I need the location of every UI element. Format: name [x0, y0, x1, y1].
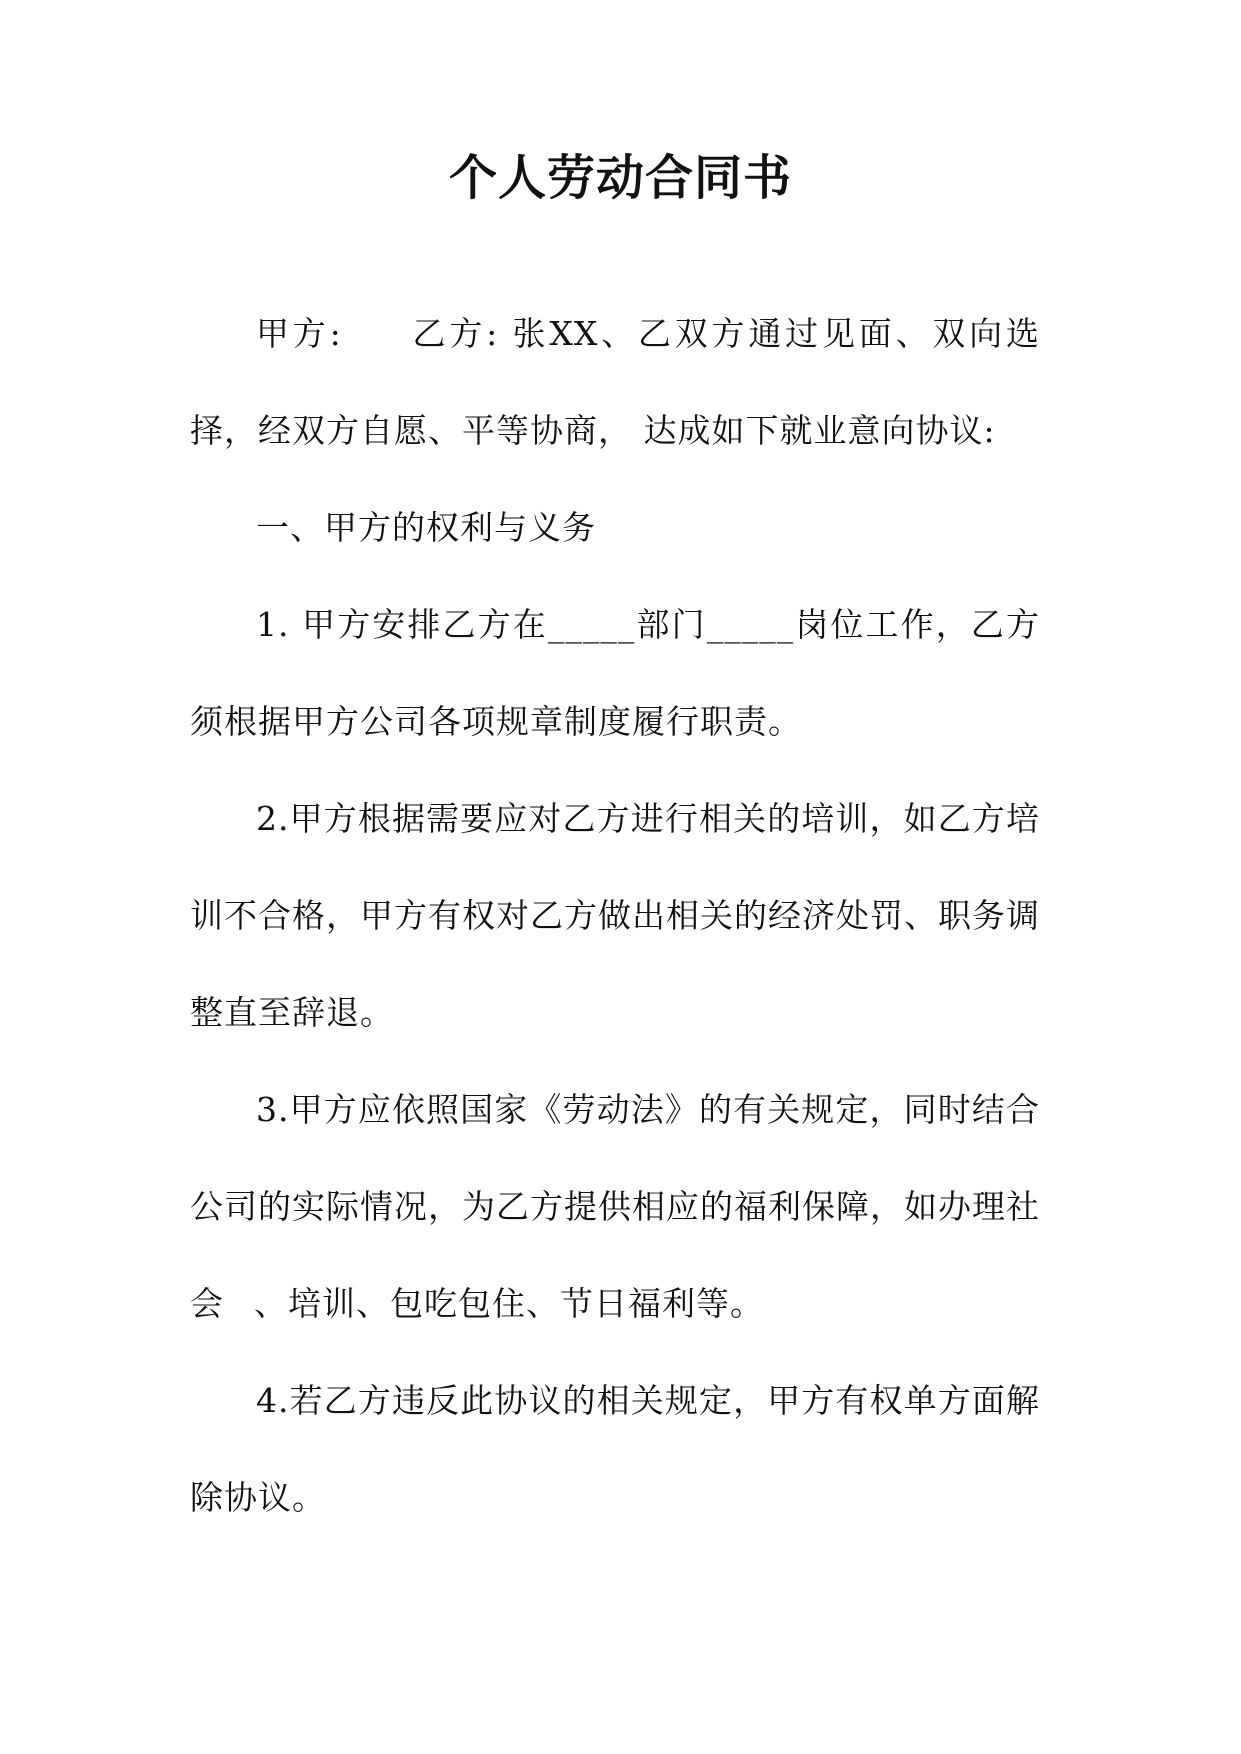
clause-2: 2.甲方根据需要应对乙方进行相关的培训，如乙方培训不合格，甲方有权对乙方做出相关的经济处罚、职务调整直至辞退。 [190, 799, 1040, 1032]
clause-3-part1: 3.甲方应依照国家《劳动法》的有关规定，同时结合公司的实际情况，为乙方提供相应的福利保障，如办理社会 [190, 1090, 1040, 1323]
clause-1: 1. 甲方安排乙方在_____部门_____岗位工作，乙方须根据甲方公司各项规章制度履行职责。 [190, 605, 1040, 741]
clause-3 [190, 1061, 1040, 1352]
parties-text: 乙方: 张XX、乙双方通过见面、双向选择，经双方自愿、平等协商， 达成如下就业意向协议: [190, 314, 1040, 450]
document-title: 个人劳动合同书 [448, 150, 792, 206]
clause-4: 4.若乙方违反此协议的相关规定，甲方有权单方面解除协议。 [190, 1381, 1040, 1517]
party-a-label: 甲方: [256, 314, 342, 353]
document-body [190, 285, 1040, 1546]
clause-3-part2: 、培训、包吃包住、节日福利等。 [254, 1284, 764, 1323]
section-heading: 一、甲方的权利与义务 [256, 508, 596, 547]
paragraph-parties [190, 285, 1040, 479]
